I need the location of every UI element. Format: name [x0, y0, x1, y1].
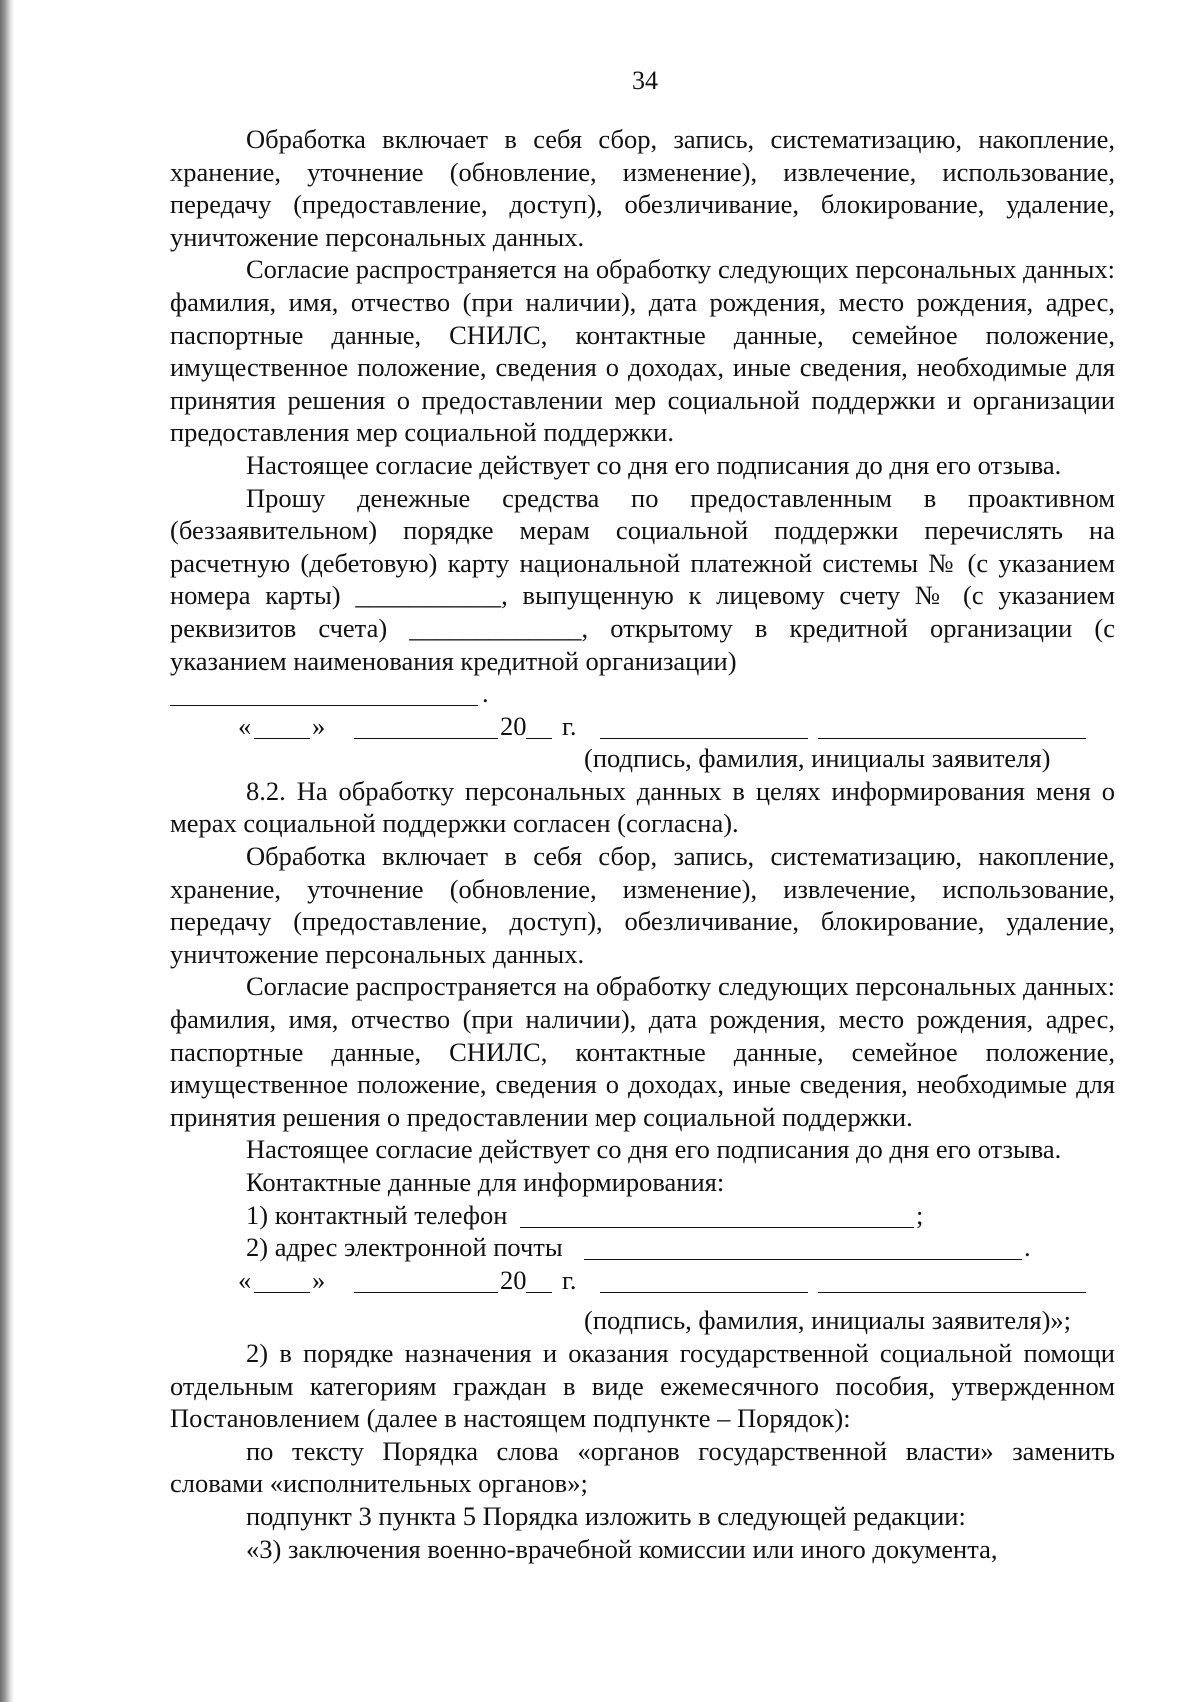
- paragraph-contacts-heading: Контактные данные для информирования:: [246, 1167, 725, 1197]
- signature-blank: [600, 714, 808, 739]
- year-blank-2: [526, 1268, 552, 1293]
- document-body: [170, 123, 1115, 1565]
- paragraph-8-2: 8.2. На обработку персональных данных в целях информирования меня о мерах социальной поддержки согласен (согласна).: [170, 775, 1115, 839]
- phone-label: 1) контактный телефон: [246, 1199, 508, 1230]
- page-number: 34: [632, 66, 658, 95]
- paragraph-consent-scope: Согласие распространяется на обработку следующих персональных данных: фамилия, имя, отчество (при наличии), дата рождения, место рождения, адрес, паспортные данные, СНИЛС, контактные данные, семейное положение, имущественное положение, сведения о доходах, иные сведения, необходимые для принятия решения о предоставлении мер социальной поддержки и организации предоставления мер социальной поддержки.: [170, 254, 1115, 448]
- year-blank: [526, 714, 552, 739]
- signature-caption: (подпись, фамилия, инициалы заявителя): [584, 743, 1051, 774]
- email-row: 2) адрес электронной почты .: [246, 1232, 1031, 1263]
- paragraph-processing: Обработка включает в себя сбор, запись, систематизацию, накопление, хранение, уточнение (обновление, изменение), извлечение, использование, передачу (предоставление, доступ), обезличивание, блокирование, удаление, уничтожение персональных данных.: [170, 124, 1115, 252]
- email-label: 2) адрес электронной почты: [246, 1232, 563, 1263]
- email-blank: [584, 1235, 1022, 1260]
- bank-name-blank-line: .: [170, 677, 1115, 710]
- paragraph-subitem-3: подпункт 3 пункта 5 Порядка изложить в следующей редакции:: [246, 1500, 966, 1531]
- signature-row-1: « » 20 г.: [170, 710, 1115, 743]
- day-blank-2: [254, 1268, 310, 1293]
- name-blank-2: [818, 1268, 1086, 1293]
- signature-caption-row-1: [170, 742, 1115, 775]
- paragraph-processing-2: Обработка включает в себя сбор, запись, систематизацию, накопление, хранение, уточнение (обновление, изменение), извлечение, использование, передачу (предоставление, доступ), обезличивание, блокирование, удаление, уничтожение персональных данных.: [170, 841, 1115, 969]
- scan-edge-shadow: [0, 0, 14, 1702]
- month-blank: [354, 714, 498, 739]
- paragraph-payment-request: Прошу денежные средства по предоставленным в проактивном (беззаявительном) порядке мерам социальной поддержки перечислять на расчетную (дебетовую) карту национальной платежной системы № (с указанием номера карты) ___________, выпущенную к лицевому счету № (с указанием реквизитов счета) _____________, открытому в кредитной организации (с указанием наименования кредитной организации): [170, 482, 1115, 676]
- paragraph-new-wording: «3) заключения военно-врачебной комиссии или иного документа,: [246, 1533, 998, 1564]
- paragraph-consent-validity-2: Настоящее согласие действует со дня его подписания до дня его отзыва.: [246, 1134, 1062, 1165]
- signature-row-2: « » 20 г.: [170, 1264, 1115, 1297]
- phone-row: 1) контактный телефон ;: [246, 1199, 924, 1230]
- day-blank: [254, 714, 310, 739]
- bank-name-blank: [170, 681, 478, 706]
- signature-blank-2: [600, 1268, 808, 1293]
- paragraph-replace-words: по тексту Порядка слова «органов государственной власти» заменить словами «исполнительных органов»;: [170, 1435, 1115, 1499]
- month-blank-2: [354, 1268, 498, 1293]
- paragraph-consent-scope-2: Согласие распространяется на обработку следующих персональных данных: фамилия, имя, отчество (при наличии), дата рождения, место рождения, адрес, паспортные данные, СНИЛС, контактные данные, семейное положение, имущественное положение, сведения о доходах, иные сведения, необходимые для принятия решения о предоставлении мер социальной поддержки.: [170, 971, 1115, 1132]
- phone-blank: [520, 1203, 914, 1228]
- signature-caption-row-2: [170, 1304, 1115, 1337]
- paragraph-subitem-2: 2) в порядке назначения и оказания государственной социальной помощи отдельным категориям граждан в виде ежемесячного пособия, утвержденном Постановлением (далее в настоящем подпункте – Порядок):: [170, 1337, 1115, 1434]
- signature-caption-2: (подпись, фамилия, инициалы заявителя)»;: [584, 1305, 1072, 1336]
- paragraph-consent-validity: Настоящее согласие действует со дня его подписания до дня его отзыва.: [246, 449, 1062, 480]
- name-blank: [818, 714, 1086, 739]
